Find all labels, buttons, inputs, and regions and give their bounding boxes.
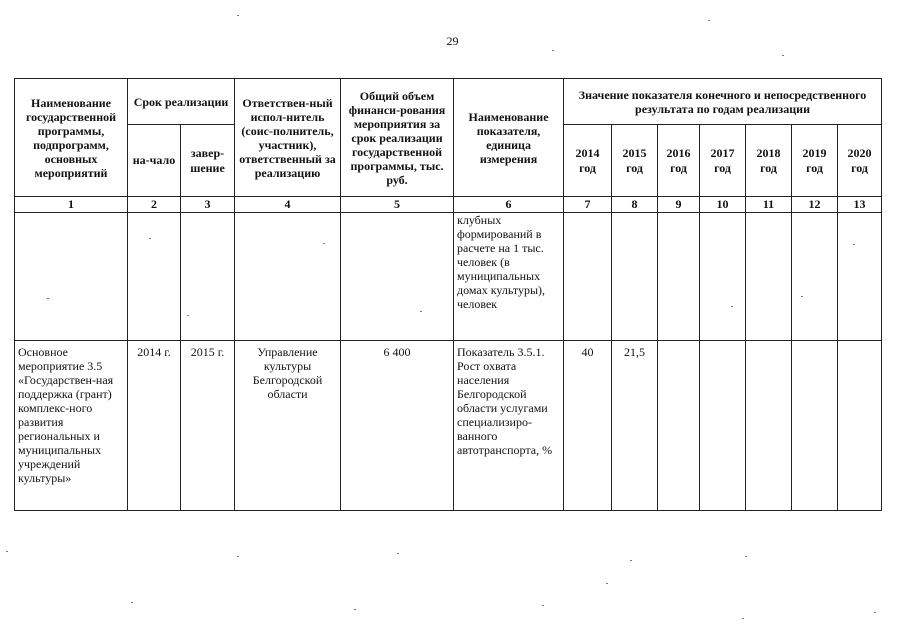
header-period: Срок реализации bbox=[128, 79, 235, 125]
value-cell bbox=[838, 213, 882, 341]
program-name-cell bbox=[15, 213, 128, 341]
scan-speck bbox=[47, 298, 49, 299]
scan-speck bbox=[801, 296, 803, 297]
value-cell bbox=[792, 213, 838, 341]
column-number: 11 bbox=[746, 197, 792, 213]
indicator-cell: Показатель 3.5.1. Рост охвата населения Белгородской области услугами специализиро-ванного автотранспорта, % bbox=[454, 341, 564, 511]
scan-speck bbox=[552, 50, 554, 51]
year-unit: год bbox=[579, 160, 596, 175]
column-number: 12 bbox=[792, 197, 838, 213]
funding-cell: 6 400 bbox=[341, 341, 454, 511]
scan-speck bbox=[874, 612, 876, 613]
value-cell bbox=[746, 213, 792, 341]
column-number: 5 bbox=[341, 197, 454, 213]
scan-speck bbox=[782, 55, 784, 56]
scan-speck bbox=[237, 556, 239, 557]
column-number: 9 bbox=[658, 197, 700, 213]
scan-speck bbox=[397, 553, 399, 554]
value-cell: 40 bbox=[564, 341, 612, 511]
year-unit: год bbox=[626, 160, 643, 175]
header-year-2018 bbox=[746, 125, 792, 197]
responsible-cell: Управление культуры Белгородской области bbox=[235, 341, 341, 511]
column-number: 8 bbox=[612, 197, 658, 213]
value-cell bbox=[792, 341, 838, 511]
program-name-cell: Основное мероприятие 3.5 «Государствен-ная поддержка (грант) комплекс-ного развития региональных и муниципальных учреждений культуры» bbox=[15, 341, 128, 511]
scan-speck bbox=[131, 602, 133, 603]
header-end: завер-шение bbox=[181, 125, 235, 197]
year-label: 2020 bbox=[847, 145, 872, 160]
header-year-2014 bbox=[564, 125, 612, 197]
scan-speck bbox=[237, 15, 239, 16]
value-cell bbox=[838, 341, 882, 511]
column-number: 13 bbox=[838, 197, 882, 213]
column-number: 6 bbox=[454, 197, 564, 213]
scan-speck bbox=[149, 238, 151, 239]
column-number: 4 bbox=[235, 197, 341, 213]
year-label: 2016 bbox=[666, 145, 691, 160]
column-number: 2 bbox=[128, 197, 181, 213]
header-program-name: Наименование государственной программы, подпрограмм, основных мероприятий bbox=[15, 79, 128, 197]
header-year-2016 bbox=[658, 125, 700, 197]
year-label: 2019 bbox=[802, 145, 827, 160]
header-funding: Общий объем финанси-рования мероприятия за срок реализации государственной программы, тыс. руб. bbox=[341, 79, 454, 197]
year-label: 2017 bbox=[710, 145, 735, 160]
scan-speck bbox=[323, 243, 325, 244]
column-number: 7 bbox=[564, 197, 612, 213]
scan-speck bbox=[853, 244, 855, 245]
year-label: 2015 bbox=[622, 145, 647, 160]
scan-speck bbox=[630, 560, 632, 561]
funding-cell bbox=[341, 213, 454, 341]
scan-speck bbox=[542, 605, 544, 606]
scan-speck bbox=[742, 618, 744, 619]
value-cell bbox=[564, 213, 612, 341]
header-indicator: Наименование показателя, единица измерения bbox=[454, 79, 564, 197]
column-number: 10 bbox=[700, 197, 746, 213]
header-year-2015 bbox=[612, 125, 658, 197]
header-values: Значение показателя конечного и непосредственного результата по годам реализации bbox=[564, 79, 882, 125]
header-row-1 bbox=[15, 79, 882, 125]
scan-speck bbox=[354, 609, 356, 610]
year-unit: год bbox=[851, 160, 868, 175]
value-cell: 21,5 bbox=[612, 341, 658, 511]
value-cell bbox=[658, 341, 700, 511]
start-cell bbox=[128, 213, 181, 341]
value-cell bbox=[700, 341, 746, 511]
scan-speck bbox=[731, 306, 733, 307]
scan-speck bbox=[606, 583, 608, 584]
page-number: 29 bbox=[446, 34, 459, 48]
scan-speck bbox=[187, 315, 189, 316]
responsible-cell bbox=[235, 213, 341, 341]
header-year-2019 bbox=[792, 125, 838, 197]
column-number: 3 bbox=[181, 197, 235, 213]
indicator-cell: клубных формирований в расчете на 1 тыс. человек (в муниципальных домах культуры), человек bbox=[454, 213, 564, 341]
end-cell bbox=[181, 213, 235, 341]
scan-speck bbox=[745, 556, 747, 557]
header-start: на-чало bbox=[128, 125, 181, 197]
value-cell bbox=[658, 213, 700, 341]
year-unit: год bbox=[760, 160, 777, 175]
scan-speck bbox=[708, 20, 710, 21]
start-cell: 2014 г. bbox=[128, 341, 181, 511]
value-cell bbox=[612, 213, 658, 341]
value-cell bbox=[746, 341, 792, 511]
year-unit: год bbox=[670, 160, 687, 175]
scan-speck bbox=[6, 551, 8, 552]
header-year-2020 bbox=[838, 125, 882, 197]
table-row bbox=[15, 341, 882, 511]
header-year-2017 bbox=[700, 125, 746, 197]
table-row bbox=[15, 213, 882, 341]
year-label: 2014 bbox=[575, 145, 600, 160]
scan-speck bbox=[420, 311, 422, 312]
year-unit: год bbox=[714, 160, 731, 175]
end-cell: 2015 г. bbox=[181, 341, 235, 511]
column-number-row bbox=[15, 197, 882, 213]
value-cell bbox=[700, 213, 746, 341]
header-responsible: Ответствен-ный испол-нитель (соис-полнитель, участник), ответственный за реализацию bbox=[235, 79, 341, 197]
year-unit: год bbox=[806, 160, 823, 175]
program-table bbox=[14, 78, 882, 511]
column-number: 1 bbox=[15, 197, 128, 213]
year-label: 2018 bbox=[756, 145, 781, 160]
